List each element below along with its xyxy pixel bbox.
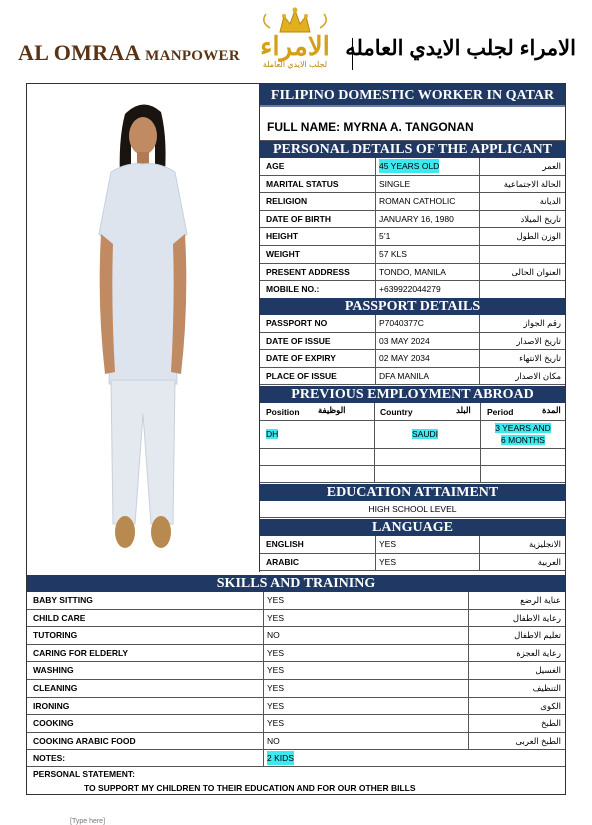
col-divider [480,403,481,483]
detail-arabic-label: تعليم الاطفال [514,630,561,641]
personal-statement [27,767,565,795]
detail-row [27,698,565,716]
detail-value: JANUARY 16, 1980 [379,213,454,224]
detail-row [27,680,565,698]
col-period: Period [487,407,514,417]
detail-arabic-label: الانجليزية [528,539,561,549]
detail-value: YES [267,595,285,605]
document-title: FILIPINO DOMESTIC WORKER IN QATAR [270,88,555,103]
col-divider [263,733,264,750]
col-divider [375,315,376,332]
col-position-ar: الوظيفة [318,405,346,415]
detail-arabic-label: الكوى [540,700,561,711]
detail-row [27,662,565,680]
detail-label: DATE OF BIRTH [266,213,332,224]
detail-arabic-label: الحالة الاجتماعية [503,178,561,189]
col-divider [375,246,376,263]
detail-value: YES [267,700,285,711]
col-divider [479,211,480,228]
col-divider [468,698,469,715]
detail-row [260,228,565,246]
detail-arabic-label: الغسيل [535,665,561,676]
detail-label: CLEANING [33,683,78,693]
col-divider [479,368,480,385]
detail-row [260,554,565,572]
detail-row [260,158,565,176]
employment-period-line2: 6 MONTHS [501,435,545,445]
employment-table [260,403,565,483]
detail-arabic-label: العمر [542,161,561,171]
detail-value: TONDO, MANILA [379,266,446,277]
detail-label: IRONING [33,700,70,711]
employment-header-row [260,403,565,421]
education-heading-text: EDUCATION ATTAIMENT [326,485,499,500]
skills-heading [27,575,565,592]
company-name-main: AL OMRAA [18,40,141,65]
language-heading [260,519,565,536]
col-divider [479,193,480,210]
col-divider [375,350,376,367]
detail-arabic-label: الطبخ [541,718,561,729]
detail-value: NO [267,735,280,746]
col-divider [479,315,480,332]
employment-country: SAUDI [412,429,438,439]
company-name-manpower: MANPOWER [145,48,240,64]
col-divider [468,627,469,644]
employment-period [493,422,553,446]
detail-value: NO [267,630,280,641]
detail-label: CHILD CARE [33,612,86,623]
full-name-text: FULL NAME: MYRNA A. TANGONAN [267,120,474,134]
col-divider [375,193,376,210]
detail-value: 45 YEARS OLD [379,161,440,171]
skills-heading-text: SKILLS AND TRAINING [216,576,376,591]
col-divider [468,715,469,732]
col-divider [263,680,264,697]
company-logo [250,6,340,72]
detail-label: COOKING [33,718,74,729]
detail-row [260,193,565,211]
detail-label: AGE [266,161,285,171]
detail-value: DFA MANILA [379,370,430,381]
detail-arabic-label: رعاية الاطفال [512,612,561,623]
company-name-ar: الامراء لجلب الايدي العامله [345,37,576,60]
detail-row [27,627,565,645]
title-bar [260,84,565,107]
detail-row [27,715,565,733]
personal-statement-label: PERSONAL STATEMENT: [33,769,136,779]
col-divider [375,264,376,281]
col-divider [375,211,376,228]
passport-details-heading [260,298,565,315]
col-divider [263,610,264,627]
detail-row [260,264,565,282]
detail-value: YES [267,683,285,693]
detail-label: PRESENT ADDRESS [266,266,350,277]
detail-label: DATE OF EXPIRY [266,353,336,364]
personal-details-heading-text: PERSONAL DETAILS OF THE APPLICANT [272,142,553,157]
employment-position: DH [266,429,279,439]
detail-label: PASSPORT NO [266,318,328,328]
col-divider [479,228,480,245]
detail-arabic-label: مكان الاصدار [515,370,561,381]
col-divider [375,368,376,385]
col-divider [468,680,469,697]
col-divider [375,554,376,571]
detail-label: HEIGHT [266,231,299,242]
detail-label: DATE OF ISSUE [266,335,331,346]
detail-value: SINGLE [379,178,411,189]
detail-arabic-label [483,281,561,298]
col-divider [468,592,469,609]
detail-arabic-label: الديانة [539,196,561,207]
footer-placeholder[interactable]: [Type here] [70,818,106,825]
detail-arabic-label: الطبخ العربى [515,735,561,746]
detail-arabic-label: تاريخ الميلاد [520,213,561,224]
col-country-ar: البلد [456,405,471,415]
applicant-photo [27,84,260,572]
detail-arabic-label: رعاية العجزة [516,647,561,658]
detail-label: WASHING [33,665,74,676]
detail-row [260,281,565,299]
detail-arabic-label: تاريخ الانتهاء [519,353,561,364]
detail-row [260,368,565,386]
col-divider [263,715,264,732]
detail-value: YES [267,718,285,729]
detail-arabic-label: تاريخ الاصدار [516,335,561,346]
detail-value: P7040377C [379,318,424,328]
col-divider [375,333,376,350]
education-heading [260,484,565,501]
col-divider [263,750,264,766]
col-divider [263,592,264,609]
applicant-photo-illustration [27,84,259,572]
detail-arabic-label: الوزن الطول [516,231,561,242]
detail-value: YES [379,556,397,567]
col-divider [375,228,376,245]
col-divider [468,610,469,627]
detail-row [260,246,565,264]
passport-details-heading-text: PASSPORT DETAILS [344,299,481,314]
col-divider [375,158,376,175]
col-divider [479,281,480,298]
col-period-ar: المدة [542,405,561,415]
col-divider [374,403,375,483]
notes-value: 2 KIDS [267,753,294,763]
col-divider [263,662,264,679]
col-country: Country [380,407,413,417]
page-header [0,0,592,78]
detail-label: ENGLISH [266,539,304,549]
employment-row [260,421,565,449]
col-position: Position [266,407,300,417]
logo-subtitle: لجلب الايدي العاملة [262,60,328,69]
detail-arabic-label: رقم الجواز [523,318,561,328]
col-divider [468,662,469,679]
full-name [260,109,565,141]
personal-statement-text: TO SUPPORT MY CHILDREN TO THEIR EDUCATION AND FOR OUR OTHER BILLS [84,783,416,793]
detail-label: MOBILE NO.: [266,284,320,295]
col-divider [479,176,480,193]
detail-label: PLACE OF ISSUE [266,370,337,381]
detail-arabic-label: العنوان الحالى [511,266,561,277]
notes-row [27,750,565,767]
col-divider [479,246,480,263]
detail-row [27,592,565,610]
col-divider [263,698,264,715]
detail-row [27,610,565,628]
detail-row [260,333,565,351]
col-divider [375,536,376,553]
col-divider [263,645,264,662]
logo-arabic-name: الامراء [260,31,330,61]
employment-period-line1: 3 YEARS AND [495,423,551,433]
detail-row [260,315,565,333]
employment-empty-row [260,466,565,483]
personal-details-heading [260,141,565,158]
detail-row [260,211,565,229]
notes-label: NOTES: [33,753,66,763]
employment-heading-text: PREVIOUS EMPLOYMENT ABROAD [291,387,534,402]
detail-label: COOKING ARABIC FOOD [33,735,136,746]
col-divider [479,264,480,281]
detail-value: 02 MAY 2034 [379,353,430,364]
col-divider [375,176,376,193]
company-name-en [18,40,240,66]
employment-empty-row [260,449,565,466]
detail-label: WEIGHT [266,249,300,259]
detail-arabic-label: عناية الرضع [520,595,561,605]
detail-value: 5’1 [379,231,391,242]
col-divider [479,350,480,367]
detail-value: YES [267,665,285,676]
detail-arabic-label: العربية [537,556,561,567]
col-divider [479,536,480,553]
detail-label: CARING FOR ELDERLY [33,647,129,658]
language-heading-text: LANGUAGE [372,520,453,535]
detail-arabic-label [483,246,561,263]
col-divider [479,333,480,350]
detail-arabic-label: التنظيف [532,683,561,693]
detail-value: ROMAN CATHOLIC [379,196,456,207]
detail-value: 03 MAY 2024 [379,335,430,346]
col-divider [479,158,480,175]
detail-value: YES [267,647,285,658]
employment-heading [260,386,565,403]
detail-row [260,350,565,368]
col-divider [263,627,264,644]
col-divider [479,554,480,571]
detail-value: YES [267,612,285,623]
col-divider [375,281,376,298]
detail-label: TUTORING [33,630,78,641]
detail-label: RELIGION [266,196,308,207]
education-value: HIGH SCHOOL LEVEL [368,504,457,514]
detail-row [27,733,565,751]
detail-row [260,536,565,554]
detail-row [27,645,565,663]
col-divider [468,645,469,662]
detail-value: 57 KLS [379,249,407,259]
col-divider [468,733,469,750]
detail-label: ARABIC [266,556,300,567]
detail-value: YES [379,539,397,549]
detail-value: +639922044279 [379,284,441,295]
detail-label: MARITAL STATUS [266,178,339,189]
detail-label: BABY SITTING [33,595,93,605]
education-value-row [260,501,565,518]
detail-row [260,176,565,194]
